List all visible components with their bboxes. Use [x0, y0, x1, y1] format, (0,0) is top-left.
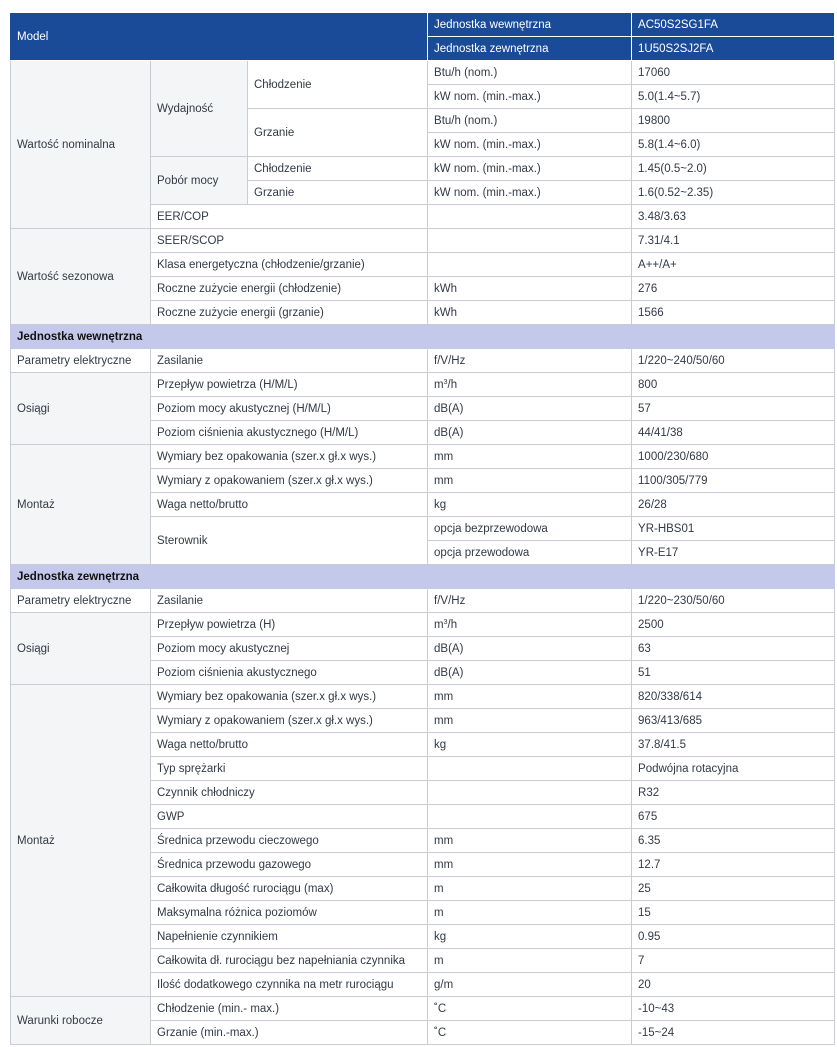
value-cell: 0.95	[632, 925, 835, 949]
value-cell: 37.8/41.5	[632, 733, 835, 757]
param-cell: Wymiary bez opakowania (szer.x gł.x wys.)	[151, 445, 428, 469]
unit-cell: dB(A)	[428, 661, 632, 685]
param-cell: Roczne zużycie energii (grzanie)	[151, 301, 428, 325]
unit-cell: f/V/Hz	[428, 349, 632, 373]
value-cell: 1/220~230/50/60	[632, 589, 835, 613]
param-cell: Całkowita długość rurociągu (max)	[151, 877, 428, 901]
unit-cell: Btu/h (nom.)	[428, 61, 632, 85]
param-cell: Ilość dodatkowego czynnika na metr rurociągu	[151, 973, 428, 997]
value-cell: 51	[632, 661, 835, 685]
value-cell: 57	[632, 397, 835, 421]
group-label-mounting: Montaż	[11, 445, 151, 565]
unit-cell: m	[428, 949, 632, 973]
table-row	[11, 229, 835, 253]
unit-cell: m	[428, 901, 632, 925]
unit-cell: kg	[428, 493, 632, 517]
value-cell: 820/338/614	[632, 685, 835, 709]
unit-cell: $m^3/h$	[428, 373, 632, 397]
value-cell: 1/220~240/50/60	[632, 349, 835, 373]
unit-cell: kg	[428, 925, 632, 949]
param-cell: Przepływ powietrza (H/M/L)	[151, 373, 428, 397]
unit-cell: mm	[428, 469, 632, 493]
value-cell: -15~24	[632, 1021, 835, 1045]
table-row	[11, 445, 835, 469]
param-cell: Zasilanie	[151, 349, 428, 373]
group-label-performance: Osiągi	[11, 373, 151, 445]
param-cell: Roczne zużycie energii (chłodzenie)	[151, 277, 428, 301]
cooling-label: Chłodzenie	[248, 61, 428, 109]
value-cell: 25	[632, 877, 835, 901]
spec-table	[10, 12, 835, 1045]
value-cell: Podwójna rotacyjna	[632, 757, 835, 781]
unit-cell: $m^3/h$	[428, 613, 632, 637]
cooling-label: Chłodzenie	[248, 157, 428, 181]
value-cell: YR-E17	[632, 541, 835, 565]
value-cell: 5.8(1.4~6.0)	[632, 133, 835, 157]
value-cell: A++/A+	[632, 253, 835, 277]
value-cell: 7.31/4.1	[632, 229, 835, 253]
unit-cell: kW nom. (min.-max.)	[428, 133, 632, 157]
table-row	[11, 997, 835, 1021]
value-cell: YR-HBS01	[632, 517, 835, 541]
unit-cell: kW nom. (min.-max.)	[428, 181, 632, 205]
param-cell: Poziom ciśnienia akustycznego	[151, 661, 428, 685]
param-cell: Poziom mocy akustycznej (H/M/L)	[151, 397, 428, 421]
unit-cell: m	[428, 877, 632, 901]
param-cell: Wymiary bez opakowania (szer.x gł.x wys.)	[151, 685, 428, 709]
group-label-mounting: Montaż	[11, 685, 151, 997]
unit-cell: ˚C	[428, 1021, 632, 1045]
param-cell: Typ sprężarki	[151, 757, 428, 781]
value-cell: 12.7	[632, 853, 835, 877]
value-cell: 800	[632, 373, 835, 397]
value-cell: 44/41/38	[632, 421, 835, 445]
unit-cell: kW nom. (min.-max.)	[428, 85, 632, 109]
table-row	[11, 589, 835, 613]
unit-cell: dB(A)	[428, 397, 632, 421]
unit-cell: mm	[428, 685, 632, 709]
table-row	[11, 613, 835, 637]
indoor-unit-model: AC50S2SG1FA	[632, 13, 835, 37]
value-cell: 15	[632, 901, 835, 925]
param-cell: Maksymalna różnica poziomów	[151, 901, 428, 925]
group-label-seasonal: Wartość sezonowa	[11, 229, 151, 325]
unit-cell: dB(A)	[428, 637, 632, 661]
param-cell: Wymiary z opakowaniem (szer.x gł.x wys.)	[151, 469, 428, 493]
capacity-label: Wydajność	[151, 61, 248, 157]
unit-cell: Btu/h (nom.)	[428, 109, 632, 133]
unit-cell: dB(A)	[428, 421, 632, 445]
heating-label: Grzanie	[248, 109, 428, 157]
unit-cell	[428, 781, 632, 805]
value-cell: 963/413/685	[632, 709, 835, 733]
value-cell: 5.0(1.4~5.7)	[632, 85, 835, 109]
value-cell: 276	[632, 277, 835, 301]
param-cell: EER/COP	[151, 205, 428, 229]
param-cell: Waga netto/brutto	[151, 733, 428, 757]
param-cell: GWP	[151, 805, 428, 829]
param-cell: Średnica przewodu gazowego	[151, 853, 428, 877]
unit-cell	[428, 253, 632, 277]
unit-cell: mm	[428, 853, 632, 877]
value-cell: 1.45(0.5~2.0)	[632, 157, 835, 181]
value-cell: 7	[632, 949, 835, 973]
table-row	[11, 685, 835, 709]
unit-cell: f/V/Hz	[428, 589, 632, 613]
unit-cell	[428, 757, 632, 781]
value-cell: 19800	[632, 109, 835, 133]
unit-cell	[428, 205, 632, 229]
param-cell: Poziom mocy akustycznej	[151, 637, 428, 661]
unit-cell: kg	[428, 733, 632, 757]
param-cell: Zasilanie	[151, 589, 428, 613]
unit-cell: kW nom. (min.-max.)	[428, 157, 632, 181]
value-cell: 1566	[632, 301, 835, 325]
section-header-indoor	[11, 325, 835, 349]
outdoor-unit-model: 1U50S2SJ2FA	[632, 37, 835, 61]
param-cell: Napełnienie czynnikiem	[151, 925, 428, 949]
param-cell: Poziom ciśnienia akustycznego (H/M/L)	[151, 421, 428, 445]
param-cell: SEER/SCOP	[151, 229, 428, 253]
param-cell: Przepływ powietrza (H)	[151, 613, 428, 637]
controller-label: Sterownik	[151, 517, 428, 565]
group-label-electrical: Parametry elektryczne	[11, 589, 151, 613]
value-cell: 26/28	[632, 493, 835, 517]
section-header-outdoor	[11, 565, 835, 589]
table-row	[11, 61, 835, 85]
param-cell: Wymiary z opakowaniem (szer.x gł.x wys.)	[151, 709, 428, 733]
unit-cell	[428, 229, 632, 253]
unit-cell: ˚C	[428, 997, 632, 1021]
table-row	[11, 373, 835, 397]
unit-cell	[428, 805, 632, 829]
group-label-operating: Warunki robocze	[11, 997, 151, 1045]
table-row	[11, 349, 835, 373]
unit-cell: opcja bezprzewodowa	[428, 517, 632, 541]
value-cell: 2500	[632, 613, 835, 637]
value-cell: 20	[632, 973, 835, 997]
value-cell: R32	[632, 781, 835, 805]
unit-cell: mm	[428, 445, 632, 469]
value-cell: 6.35	[632, 829, 835, 853]
unit-cell: mm	[428, 709, 632, 733]
value-cell: -10~43	[632, 997, 835, 1021]
indoor-unit-label: Jednostka wewnętrzna	[428, 13, 632, 37]
param-cell: Średnica przewodu cieczowego	[151, 829, 428, 853]
param-cell: Klasa energetyczna (chłodzenie/grzanie)	[151, 253, 428, 277]
value-cell: 1100/305/779	[632, 469, 835, 493]
header-row-indoor	[11, 13, 835, 37]
group-label-nominal: Wartość nominalna	[11, 61, 151, 229]
outdoor-unit-label: Jednostka zewnętrzna	[428, 37, 632, 61]
section-title: Jednostka zewnętrzna	[11, 565, 835, 589]
param-cell: Grzanie (min.-max.)	[151, 1021, 428, 1045]
unit-cell: opcja przewodowa	[428, 541, 632, 565]
model-header: Model	[11, 13, 428, 61]
unit-cell: mm	[428, 829, 632, 853]
param-cell: Chłodzenie (min.- max.)	[151, 997, 428, 1021]
power-label: Pobór mocy	[151, 157, 248, 205]
value-cell: 17060	[632, 61, 835, 85]
param-cell: Całkowita dł. rurociągu bez napełniania czynnika	[151, 949, 428, 973]
section-title: Jednostka wewnętrzna	[11, 325, 835, 349]
group-label-electrical: Parametry elektryczne	[11, 349, 151, 373]
unit-cell: kWh	[428, 277, 632, 301]
heating-label: Grzanie	[248, 181, 428, 205]
param-cell: Waga netto/brutto	[151, 493, 428, 517]
unit-cell: g/m	[428, 973, 632, 997]
value-cell: 63	[632, 637, 835, 661]
value-cell: 675	[632, 805, 835, 829]
value-cell: 3.48/3.63	[632, 205, 835, 229]
value-cell: 1.6(0.52~2.35)	[632, 181, 835, 205]
unit-cell: kWh	[428, 301, 632, 325]
param-cell: Czynnik chłodniczy	[151, 781, 428, 805]
group-label-performance: Osiągi	[11, 613, 151, 685]
value-cell: 1000/230/680	[632, 445, 835, 469]
